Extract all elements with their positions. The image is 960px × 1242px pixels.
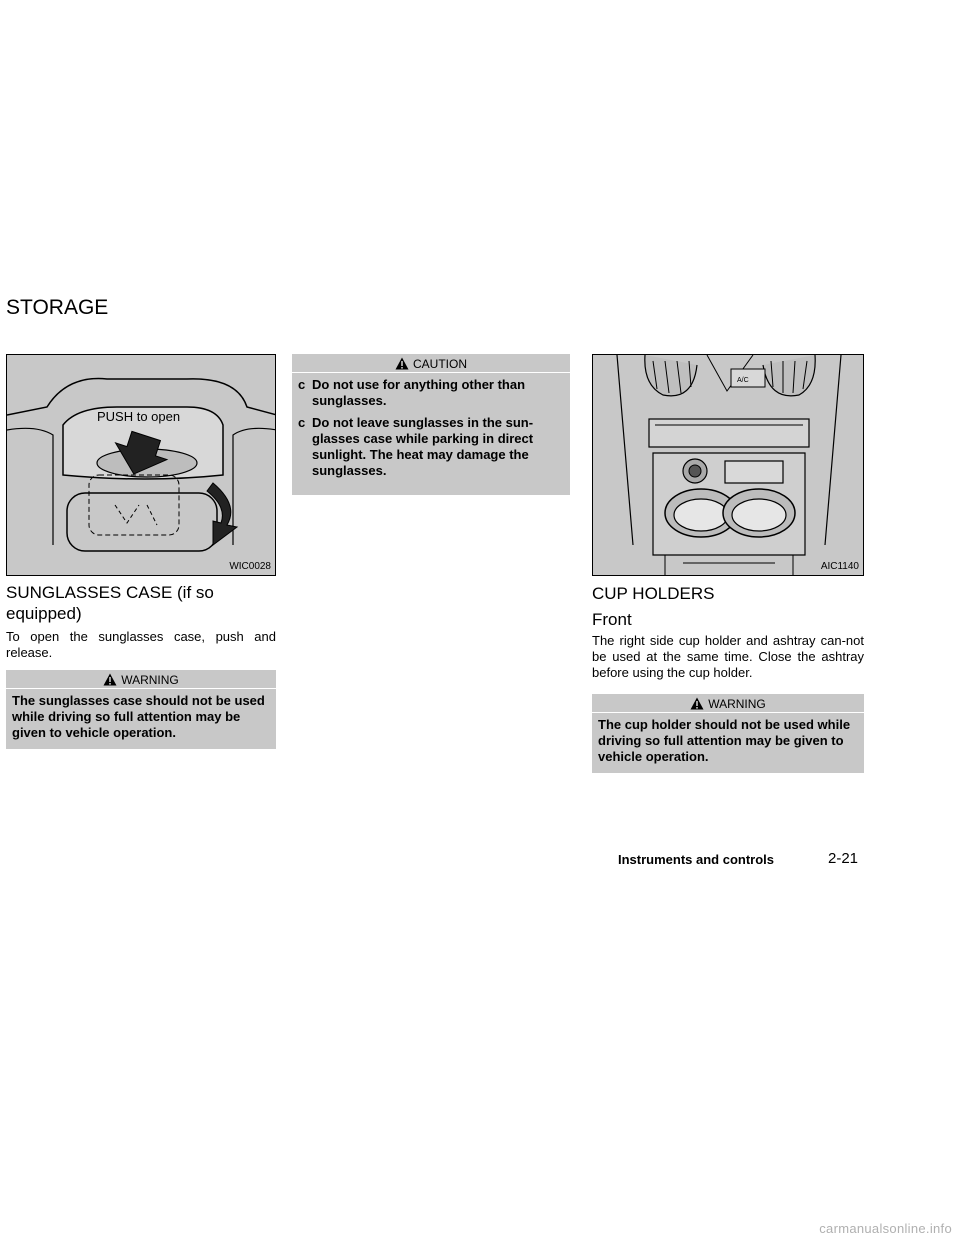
caution-box (292, 354, 570, 495)
ac-button-label: A/C (737, 377, 749, 384)
sunglasses-case-illustration (6, 354, 276, 576)
bullet-marker: c (298, 415, 306, 430)
footer-chapter-label: Instruments and controls (618, 852, 775, 867)
cup-holder-illustration (592, 354, 864, 576)
warning-icon (690, 697, 704, 710)
caution-item-text: Do not leave sunglasses in the sun-glasses case while parking in direct sunlight. The heat may damage the sunglasses. (312, 415, 534, 478)
figure-code: WIC0028 (229, 561, 271, 572)
push-to-open-callout: PUSH to open (97, 409, 181, 424)
cup-holders-body: The right side cup holder and ashtray can-not be used at the same time. Close the ashtray before using the cup holder. (592, 633, 864, 680)
cup-holders-heading: CUP HOLDERS (592, 584, 715, 603)
warning-label: WARNING (121, 673, 179, 687)
caution-header (292, 354, 570, 373)
caution-item (298, 377, 564, 409)
sunglasses-heading: SUNGLASSES CASE (if so equipped) (6, 583, 214, 623)
warning-text: The sunglasses case should not be used while driving so full attention may be given to vehicle operation. (12, 693, 265, 740)
warning-icon (103, 673, 117, 686)
warning-label: WARNING (708, 697, 766, 711)
caution-item-text: Do not use for anything other than sunglasses. (312, 377, 526, 408)
sunglasses-warning-box (6, 670, 276, 749)
watermark: carmanualsonline.info (819, 1221, 952, 1236)
figure-code: AIC1140 (820, 561, 859, 572)
caution-icon (395, 357, 409, 370)
caution-label: CAUTION (413, 357, 467, 371)
warning-text: The cup holder should not be used while driving so full attention may be given to vehicle operation. (598, 717, 851, 764)
warning-header (6, 670, 276, 689)
section-title: STORAGE (6, 296, 109, 319)
caution-item (298, 415, 564, 479)
sunglasses-body: To open the sunglasses case, push and release. (6, 629, 276, 660)
bullet-marker: c (298, 377, 306, 392)
cup-holders-subheading: Front (592, 610, 632, 629)
caution-list (298, 377, 564, 479)
cup-holder-warning-box (592, 694, 864, 773)
sunglasses-case-drawing (7, 355, 276, 576)
warning-header (592, 694, 864, 713)
cup-holder-drawing (593, 355, 864, 576)
page-number: 2-21 (828, 850, 859, 867)
